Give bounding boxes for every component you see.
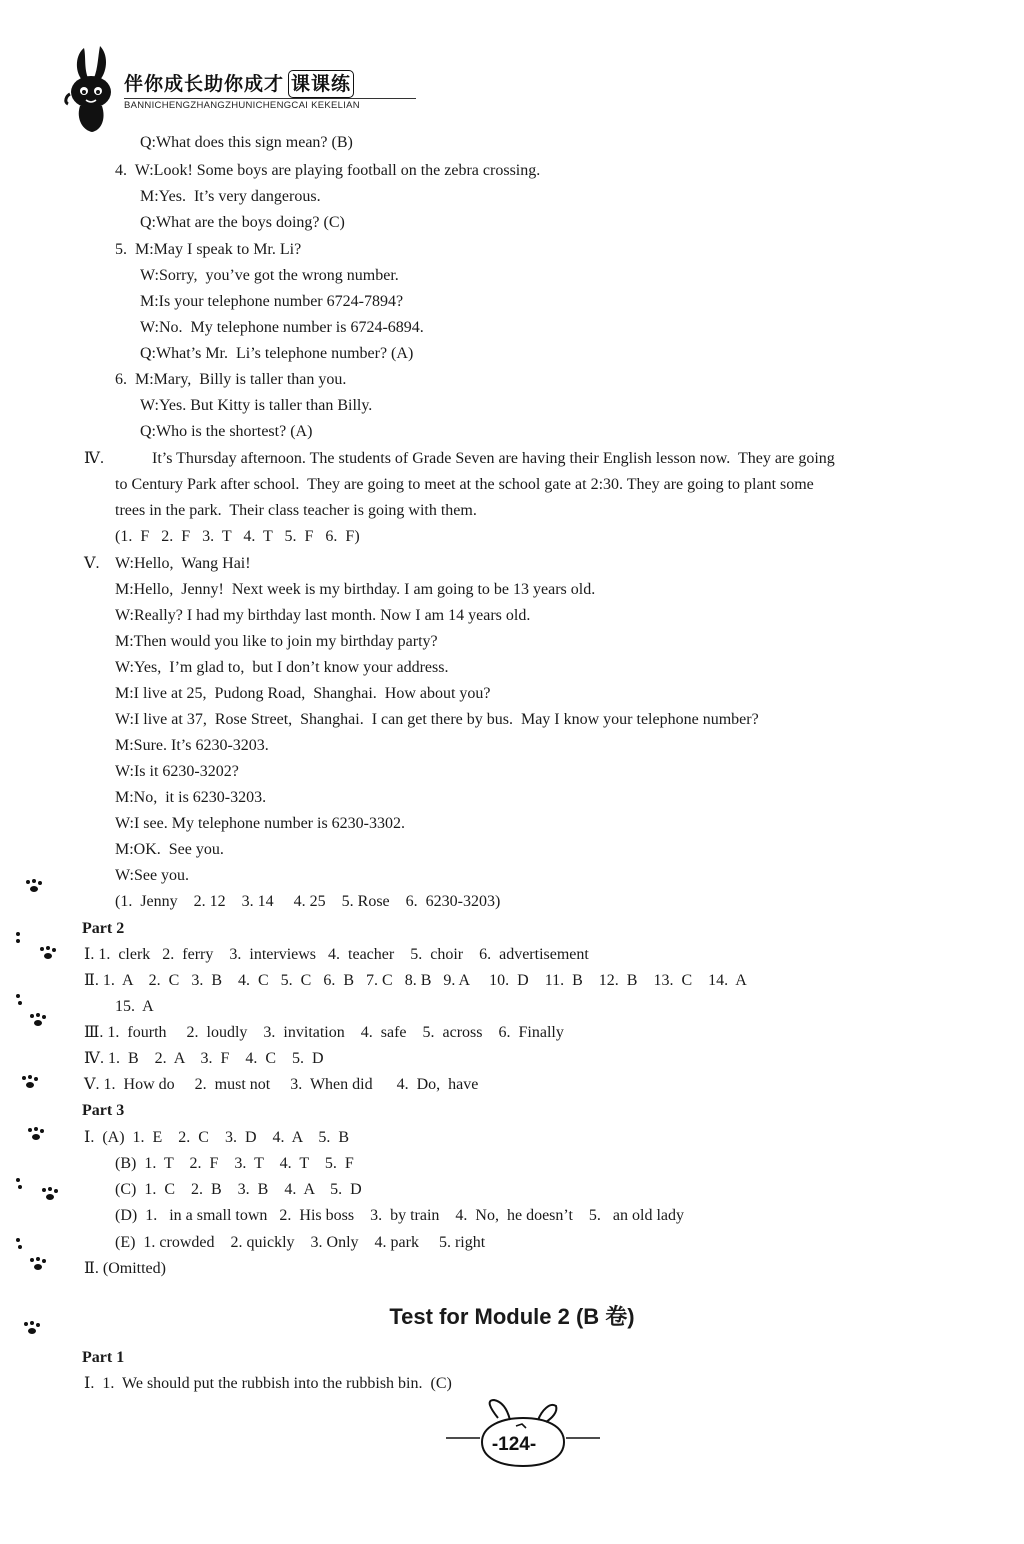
text-line: W:Yes. But Kitty is taller than Billy. (140, 397, 373, 414)
paw-mark-icon (18, 1074, 42, 1090)
text-line: trees in the park. Their class teacher is going with them. (115, 502, 477, 519)
answer-line: Ⅰ. 1. clerk 2. ferry 3. interviews 4. teacher 5. choir 6. advertisement (84, 946, 589, 963)
text-line: 5. M:May I speak to Mr. Li? (115, 241, 302, 258)
text-line: W:I see. My telephone number is 6230-3302. (115, 815, 406, 832)
answer-line: (D) 1. in a small town 2. His boss 3. by train 4. No, he doesn’t 5. an old lady (115, 1207, 684, 1224)
paw-mark-icon (36, 945, 60, 961)
answer-line: (E) 1. crowded 2. quickly 3. Only 4. park 5. right (115, 1234, 486, 1251)
text-line: Q:What does this sign mean? (B) (140, 134, 353, 151)
brand-slogan: 伴你成长助你成才 (124, 73, 285, 95)
paw-mark-icon (22, 878, 46, 894)
paw-mark-icon (26, 1012, 50, 1028)
text-line: Q:What are the boys doing? (C) (140, 214, 345, 231)
section-heading: Test for Module 2 (B 卷) (389, 1304, 635, 1329)
brand-pinyin: BANNICHENGZHANGZHUNICHENGCAI KEKELIAN (124, 100, 360, 111)
text-line: 4. W:Look! Some boys are playing football on the zebra crossing. (115, 162, 541, 179)
paw-mark-icon (26, 1256, 50, 1272)
text-line: W:See you. (115, 867, 190, 884)
answer-line: Ⅳ. 1. B 2. A 3. F 4. C 5. D (84, 1050, 324, 1067)
paw-mark-icon (14, 930, 38, 946)
text-line: W:No. My telephone number is 6724-6894. (140, 319, 424, 336)
text-line: W:Hello, Wang Hai! (115, 555, 251, 572)
text-line: W:Sorry, you’ve got the wrong number. (140, 267, 399, 284)
answer-line: (B) 1. T 2. F 3. T 4. T 5. F (115, 1155, 354, 1172)
text-line: M:Hello, Jenny! Next week is my birthday. I am going to be 13 years old. (115, 581, 596, 598)
part-title: Part 1 (82, 1349, 125, 1366)
page-number-bunny-icon (446, 1398, 600, 1468)
brand-box-label: 课课练 (288, 70, 354, 98)
text-line: It’s Thursday afternoon. The students of Grade Seven are having their English lesson now. They are going (152, 450, 835, 467)
text-line: W:Really? I had my birthday last month. Now I am 14 years old. (115, 607, 531, 624)
paw-mark-icon (24, 1126, 48, 1142)
section-numeral: Ⅴ. (84, 555, 100, 572)
text-line: Q:Who is the shortest? (A) (140, 423, 313, 440)
section-numeral: Ⅳ. (84, 450, 104, 467)
answer-line: Ⅱ. (Omitted) (84, 1260, 166, 1277)
paw-mark-icon (14, 992, 38, 1008)
paw-mark-icon (14, 1236, 38, 1252)
answer-line: (C) 1. C 2. B 3. B 4. A 5. D (115, 1181, 362, 1198)
part-title: Part 2 (82, 920, 125, 937)
answer-line: (1. Jenny 2. 12 3. 14 4. 25 5. Rose 6. 6230-3203) (115, 893, 501, 910)
paw-mark-icon (14, 1176, 38, 1192)
answer-line: Ⅲ. 1. fourth 2. loudly 3. invitation 4. safe 5. across 6. Finally (84, 1024, 564, 1041)
text-line: W:I live at 37, Rose Street, Shanghai. I can get there by bus. May I know your telephone number? (115, 711, 759, 728)
text-line: M:I live at 25, Pudong Road, Shanghai. How about you? (115, 685, 491, 702)
text-line: M:Yes. It’s very dangerous. (140, 188, 321, 205)
answer-line: 15. A (115, 998, 154, 1015)
header-rule (124, 98, 416, 99)
paw-mark-icon (38, 1186, 62, 1202)
answer-line: Ⅴ. 1. How do 2. must not 3. When did 4. Do, have (84, 1076, 479, 1093)
answer-line: Ⅰ. (A) 1. E 2. C 3. D 4. A 5. B (84, 1129, 349, 1146)
bunny-mascot-icon (62, 44, 122, 134)
part-title: Part 3 (82, 1102, 125, 1119)
page-number: -124- (491, 1434, 537, 1455)
text-line: Q:What’s Mr. Li’s telephone number? (A) (140, 345, 414, 362)
text-line: M:No, it is 6230-3203. (115, 789, 267, 806)
text-line: M:Sure. It’s 6230-3203. (115, 737, 269, 754)
text-line: Ⅰ. 1. We should put the rubbish into the rubbish bin. (C) (84, 1375, 452, 1392)
text-line: W:Is it 6230-3202? (115, 763, 239, 780)
text-line: W:Yes, I’m glad to, but I don’t know your address. (115, 659, 449, 676)
answer-line: (1. F 2. F 3. T 4. T 5. F 6. F) (115, 528, 360, 545)
text-line: M:Then would you like to join my birthday party? (115, 633, 438, 650)
answer-line: Ⅱ. 1. A 2. C 3. B 4. C 5. C 6. B 7. C 8. B 9. A 10. D 11. B 12. B 13. C 14. A (84, 972, 747, 989)
text-line: to Century Park after school. They are going to meet at the school gate at 2:30. They are going to plant some (115, 476, 814, 493)
text-line: 6. M:Mary, Billy is taller than you. (115, 371, 347, 388)
brand-title (124, 70, 416, 98)
text-line: M:Is your telephone number 6724-7894? (140, 293, 404, 310)
text-line: M:OK. See you. (115, 841, 224, 858)
paw-mark-icon (20, 1320, 44, 1336)
